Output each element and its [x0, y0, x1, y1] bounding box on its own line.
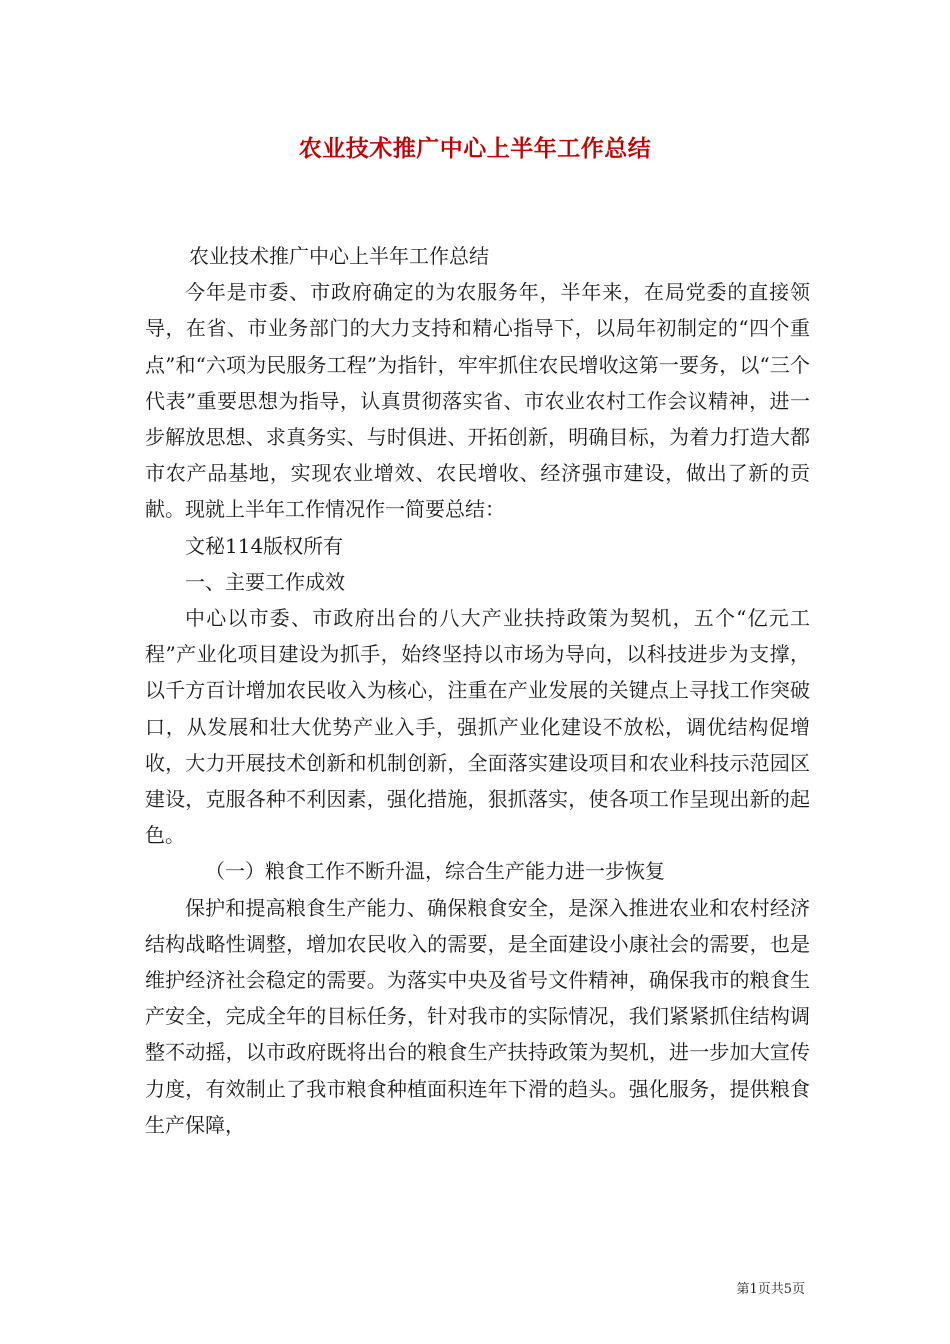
subsection-heading-grain: （一）粮食工作不断升温，综合生产能力进一步恢复	[205, 859, 665, 884]
document-body	[145, 238, 810, 1143]
paragraph-grain: 保护和提高粮食生产能力、确保粮食安全，是深入推进农业和农村经济结构战略性调整，增加农民收入的需要，是全面建设小康社会的需要，也是维护经济社会稳定的需要。为落实中央及省号文件精神，确保我市的粮食生产安全，完成全年的目标任务，针对我市的实际情况，我们紧紧抓住结构调整不动摇，以市政府既将出台的粮食生产扶持政策为契机，进一步加大宣传力度，有效制止了我市粮食种植面积连年下滑的趋头。强化服务，提供粮食生产保障，	[145, 895, 810, 1137]
paragraph-main-results: 中心以市委、市政府出台的八大产业扶持政策为契机，五个“亿元工程”产业化项目建设为抓手，始终坚持以市场为导向，以科技进步为支撑，以千方百计增加农民收入为核心，注重在产业发展的关键点上寻找工作突破口，从发展和壮大优势产业入手，强抓产业化建设不放松，调优结构促增收，大力开展技术创新和机制创新，全面落实建设项目和农业科技示范园区建设，克服各种不利因素，强化措施，狠抓落实，使各项工作呈现出新的起色。	[145, 606, 810, 848]
page-number: 第1页共5页	[736, 1282, 805, 1297]
section-heading-main-results: 一、主要工作成效	[185, 569, 345, 594]
paragraph-subtitle: 农业技术推广中心上半年工作总结	[189, 244, 489, 268]
paragraph-copyright: 文秘114版权所有	[185, 533, 344, 558]
paragraph-intro: 今年是市委、市政府确定的为农服务年，半年来，在局党委的直接领导，在省、市业务部门的大力支持和精心指导下，以局年初制定的“四个重点”和“六项为民服务工程”为指针，牢牢抓住农民增收这第一要务，以“三个代表”重要思想为指导，认真贯彻落实省、市农业农村工作会议精神，进一步解放思想、求真务实、与时俱进、开拓创新，明确目标，为着力打造大都市农产品基地，实现农业增效、农民增收、经济强市建设，做出了新的贡献。现就上半年工作情况作一简要总结：	[145, 280, 810, 522]
document-title: 农业技术推广中心上半年工作总结	[298, 135, 652, 162]
